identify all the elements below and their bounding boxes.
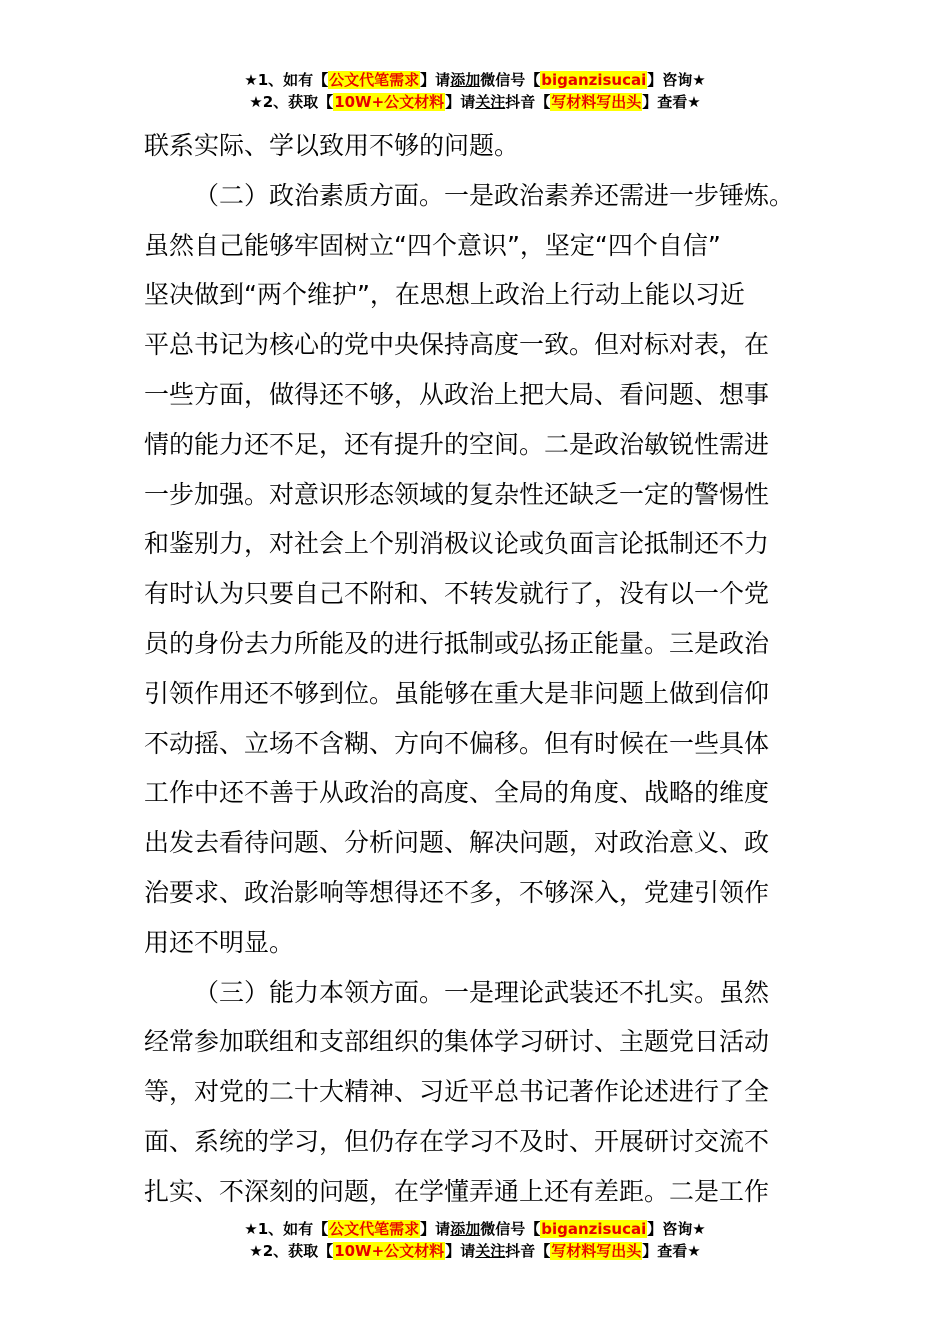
paragraph-political-quality [144,171,824,968]
document-body [144,121,824,1217]
banner-text: 】咨询★ [647,71,706,89]
banner-text: 微信号【 [480,71,541,89]
banner-text: ★1、如有【 [244,71,329,89]
highlight-douyin-account: 写材料写出头 [551,1242,642,1260]
paragraph-capability [144,968,824,1217]
text-line: 平总书记为核心的党中央保持高度一致。但对标对表，在 [144,330,770,360]
highlight-materials: 10W+公文材料 [334,1242,445,1260]
banner-text: ★1、如有【 [244,1220,329,1238]
highlight-service: 公文代笔需求 [329,71,420,89]
text-line: 工作中还不善于从政治的高度、全局的角度、战略的维度 [144,778,770,808]
emphasis-add: 添加 [450,71,481,89]
banner-text: 抖音【 [505,93,551,111]
highlight-douyin-account: 写材料写出头 [551,93,642,111]
banner-text: 】请 [445,1242,476,1260]
footer-banner-line-1 [0,1218,950,1240]
highlight-wechat-id: biganzisucai [541,1220,647,1238]
text-line: 引领作用还不够到位。虽能够在重大是非问题上做到信仰 [144,678,770,708]
header-banner [0,69,950,113]
highlight-service: 公文代笔需求 [329,1220,420,1238]
text-line: 虽然自己能够牢固树立“四个意识”，坚定“四个自信” [144,230,721,260]
text-line: 出发去看待问题、分析问题、解决问题，对政治意义、政 [144,828,770,858]
text-line: 和鉴别力，对社会上个别消极议论或负面言论抵制还不力 [144,529,770,559]
text-line: （三）能力本领方面。一是理论武装还不扎实。虽然 [194,977,770,1007]
highlight-wechat-id: biganzisucai [541,71,647,89]
text-line: 一些方面，做得还不够，从政治上把大局、看问题、想事 [144,379,770,409]
text-line: 有时认为只要自己不附和、不转发就行了，没有以一个党 [144,579,770,609]
text-line: 扎实、不深刻的问题，在学懂弄通上还有差距。二是工作 [144,1176,770,1206]
text-line: 情的能力还不足，还有提升的空间。二是政治敏锐性需进 [144,429,770,459]
text-line: 一步加强。对意识形态领域的复杂性还缺乏一定的警惕性 [144,479,770,509]
text-line: 用还不明显。 [144,927,295,957]
banner-text: 抖音【 [505,1242,551,1260]
footer-banner-line-2 [0,1240,950,1262]
text-line: 面、系统的学习，但仍存在学习不及时、开展研讨交流不 [144,1126,770,1156]
banner-text: 】请 [445,93,476,111]
header-banner-line-2 [0,91,950,113]
banner-text: 】请 [420,1220,451,1238]
text-line: 不动摇、立场不含糊、方向不偏移。但有时候在一些具体 [144,728,770,758]
text-line: 经常参加联组和支部组织的集体学习研讨、主题党日活动 [144,1027,770,1057]
highlight-materials: 10W+公文材料 [334,93,445,111]
text-line: （二）政治素质方面。一是政治素养还需进一步锤炼。 [194,180,795,210]
text-line: 坚决做到“两个维护”，在思想上政治上行动上能以习近 [144,280,745,310]
footer-banner [0,1218,950,1262]
banner-text: ★2、获取【 [249,1242,334,1260]
banner-text: 】查看★ [642,93,701,111]
text-line: 联系实际、学以致用不够的问题。 [144,131,520,160]
text-line: 员的身份去力所能及的进行抵制或弘扬正能量。三是政治 [144,628,770,658]
banner-text: ★2、获取【 [249,93,334,111]
banner-text: 】请 [420,71,451,89]
text-line: 治要求、政治影响等想得还不多，不够深入，党建引领作 [144,877,770,907]
banner-text: 微信号【 [480,1220,541,1238]
banner-text: 】咨询★ [647,1220,706,1238]
emphasis-add: 添加 [450,1220,481,1238]
text-line: 等，对党的二十大精神、习近平总书记著作论述进行了全 [144,1077,770,1107]
header-banner-line-1 [0,69,950,91]
emphasis-follow: 关注 [475,93,506,111]
banner-text: 】查看★ [642,1242,701,1260]
paragraph-continuation [144,121,824,171]
emphasis-follow: 关注 [475,1242,506,1260]
